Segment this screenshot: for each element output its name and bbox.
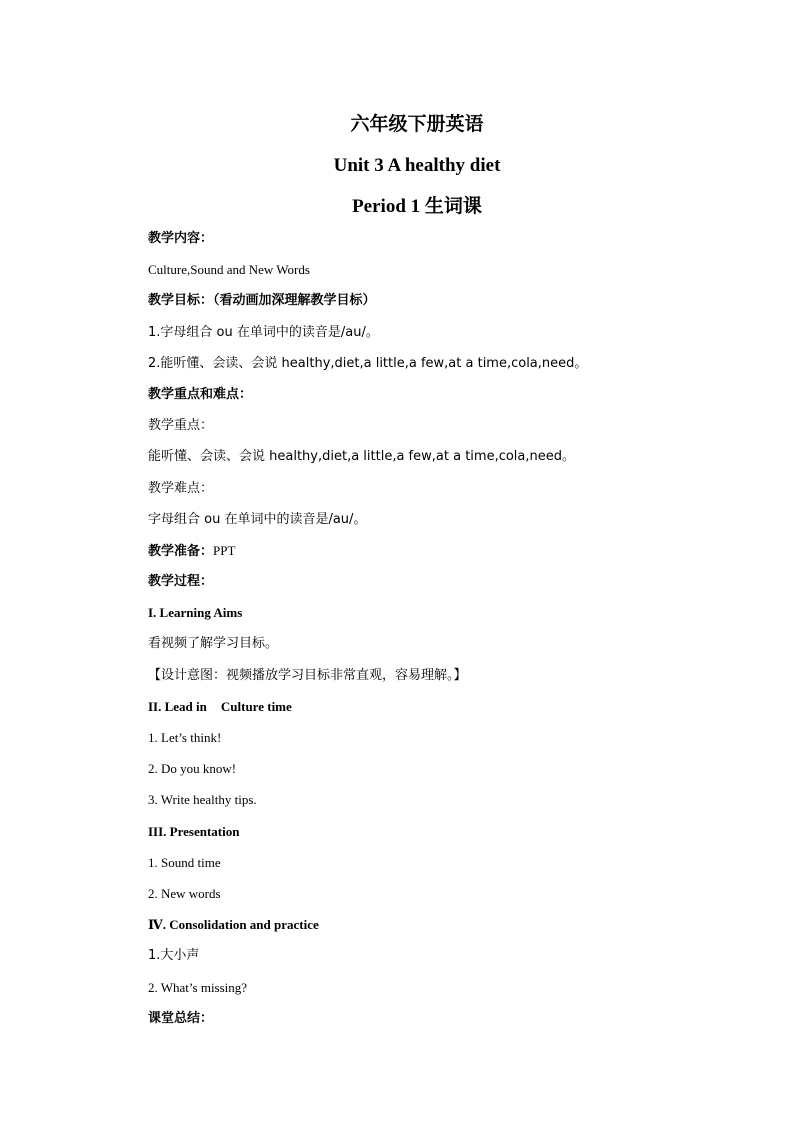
aim-item-1: 1.字母组合 ou 在单词中的读音是/au/。	[148, 324, 379, 340]
step2-item-1: 1. Let’s think!	[148, 730, 222, 745]
grade-title: 六年级下册英语	[350, 114, 484, 135]
step4-heading: Ⅳ. Consolidation and practice	[148, 917, 319, 933]
difficulty-label: 教学难点：	[148, 480, 214, 496]
content-text: Culture,Sound and New Words	[148, 262, 310, 278]
step1-text: 看视频了解学习目标。	[148, 636, 279, 652]
step3-item-1: 1. Sound time	[148, 854, 221, 870]
step1-design-note: 【设计意图：视频播放学习目标非常直观，容易理解。】	[148, 667, 467, 683]
summary-heading: 课堂总结：	[148, 1010, 214, 1026]
process-heading: 教学过程：	[148, 574, 214, 590]
preparation-line	[148, 535, 708, 566]
step2-item-2: 2. Do you know!	[148, 761, 237, 777]
key-points-label: 教学重点：	[148, 418, 214, 434]
key-points-heading: 教学重点和难点：	[148, 386, 253, 402]
step4-item-2: 2. What’s missing?	[148, 979, 248, 995]
period-title: Period 1 生词课	[352, 196, 482, 217]
step3-item-2: 2. New words	[148, 885, 221, 901]
content-heading: 教学内容：	[148, 231, 214, 246]
unit-title: Unit 3 A healthy diet	[333, 155, 501, 176]
lesson-plan-body	[148, 223, 708, 1034]
preparation-value: PPT	[213, 542, 236, 558]
step2-heading-culture: Culture time	[220, 698, 292, 714]
step4-item-1: 1.大小声	[148, 948, 200, 964]
aims-heading: 教学目标：（看动画加深理解教学目标）	[148, 293, 376, 309]
step1-heading: I. Learning Aims	[148, 605, 243, 621]
step3-heading: III. Presentation	[148, 823, 240, 839]
title-block	[0, 104, 794, 227]
step2-heading	[148, 691, 708, 722]
preparation-heading: 教学准备：	[148, 543, 214, 559]
aim-item-2: 2.能听懂、会读、会说 healthy,diet,a little,a few,at a time,cola,need。	[148, 355, 588, 371]
step2-item-3: 3. Write healthy tips.	[148, 792, 257, 808]
key-points-text: 能听懂、会读、会说 healthy,diet,a little,a few,at a time,cola,need。	[148, 449, 575, 465]
difficulty-text: 字母组合 ou 在单词中的读音是/au/。	[148, 511, 367, 527]
step2-heading-lead-in: II. Lead in	[148, 698, 207, 714]
